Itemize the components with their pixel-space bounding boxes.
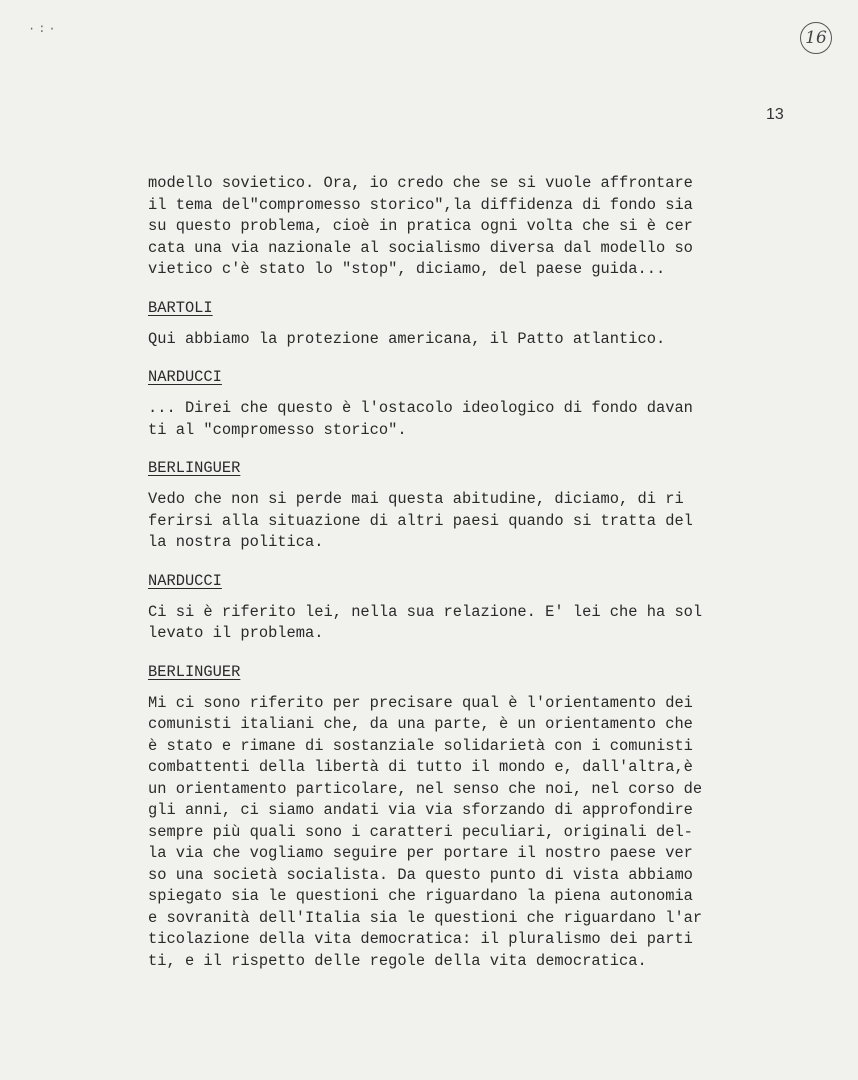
text-line: è stato e rimane di sostanziale solidarietà con i comunisti [148, 736, 693, 755]
text-line: un orientamento particolare, nel senso che noi, nel corso de [148, 779, 703, 798]
text-line: il tema del"compromesso storico",la diffidenza di fondo sia [148, 195, 693, 214]
text-line: su questo problema, cioè in pratica ogni volta che si è cer [148, 217, 693, 235]
speaker-block [148, 662, 798, 683]
folio-stamp: 16 [800, 22, 832, 54]
paragraph [148, 693, 798, 973]
speaker-name: BERLINGUER [148, 662, 241, 681]
speaker-name: BERLINGUER [148, 459, 241, 477]
paragraph [148, 602, 798, 645]
paragraph [148, 489, 798, 554]
text-line: levato il problema. [148, 624, 324, 642]
paragraph [148, 173, 798, 281]
text-line: ... Direi che questo è l'ostacolo ideologico di fondo davan [148, 399, 693, 417]
speaker-block [148, 367, 798, 388]
paragraph [148, 398, 798, 441]
speaker-block [148, 571, 798, 592]
text-line: Qui abbiamo la protezione americana, il Patto atlantico. [148, 329, 666, 348]
text-line: vietico c'è stato lo "stop", diciamo, del paese guida... [148, 260, 666, 278]
text-line: la nostra politica. [148, 533, 324, 551]
text-line: la via che vogliamo seguire per portare il nostro paese ver [148, 844, 693, 862]
text-line: combattenti della libertà di tutto il mondo e, dall'altra,è [148, 758, 693, 776]
text-line: sempre più quali sono i caratteri peculiari, originali del- [148, 822, 693, 841]
text-line: e sovranità dell'Italia sia le questioni che riguardano l'ar [148, 908, 703, 927]
page-number: 13 [766, 106, 784, 123]
text-line: ti, e il rispetto delle regole della vita democratica. [148, 951, 647, 970]
paragraph [148, 329, 798, 351]
speaker-block [148, 298, 798, 319]
text-line: so una società socialista. Da questo punto di vista abbiamo [148, 865, 693, 884]
text-line: modello sovietico. Ora, io credo che se si vuole affrontare [148, 174, 693, 192]
paper-specks: ·:· [28, 22, 59, 36]
text-line: ti al "compromesso storico". [148, 420, 407, 439]
transcript-body [148, 173, 798, 972]
text-line: ferirsi alla situazione di altri paesi quando si tratta del [148, 511, 693, 530]
speaker-name: BARTOLI [148, 298, 213, 317]
text-line: comunisti italiani che, da una parte, è un orientamento che [148, 715, 693, 733]
text-line: Vedo che non si perde mai questa abitudine, diciamo, di ri [148, 490, 684, 508]
text-line: spiegato sia le questioni che riguardano la piena autonomia [148, 887, 693, 905]
text-line: ticolazione della vita democratica: il pluralismo dei parti [148, 930, 693, 948]
text-line: gli anni, ci siamo andati via via sforzando di approfondire [148, 801, 693, 819]
text-line: Mi ci sono riferito per precisare qual è l'orientamento dei [148, 693, 693, 712]
speaker-name: NARDUCCI [148, 571, 222, 590]
text-line: cata una via nazionale al socialismo diversa dal modello so [148, 238, 693, 257]
speaker-name: NARDUCCI [148, 368, 222, 386]
text-line: Ci si è riferito lei, nella sua relazione. E' lei che ha sol [148, 602, 703, 621]
speaker-block [148, 458, 798, 479]
